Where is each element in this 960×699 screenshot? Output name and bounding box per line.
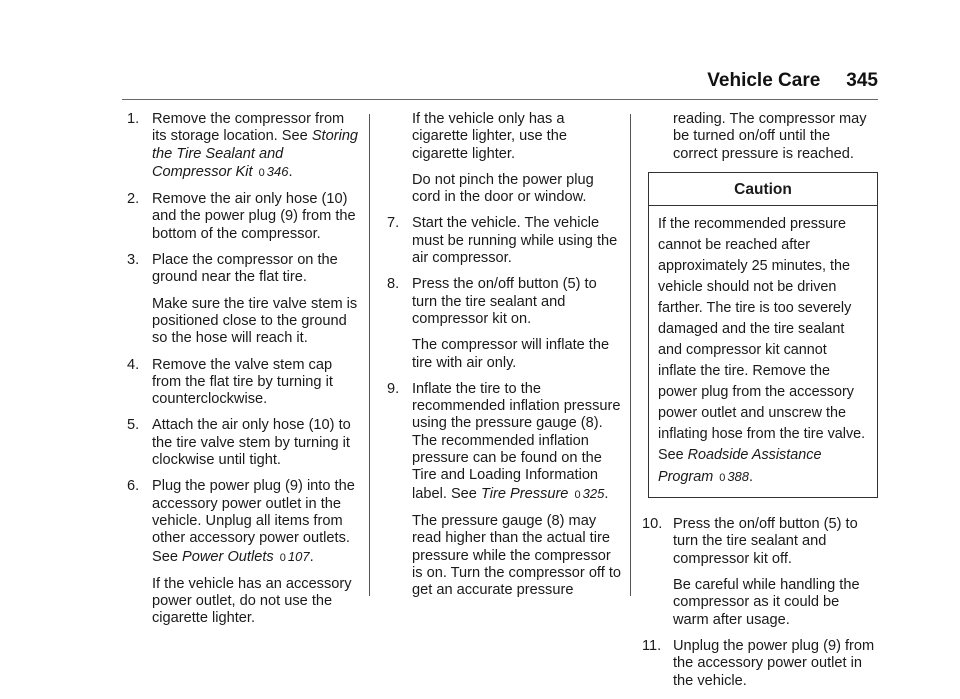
caution-box (648, 172, 878, 498)
column-2 (387, 111, 621, 608)
column-3 (642, 111, 878, 699)
page-header (0, 70, 878, 92)
step-5 (127, 417, 359, 469)
step-number: 4. (127, 356, 140, 373)
step-9-note: The pressure gauge (8) may read higher than the actual tire pressure while the compressor is on. Turn the compressor off to get an accurate pressure (412, 512, 622, 599)
page-ref-arrow-icon: 0 (574, 488, 581, 501)
step-3 (127, 252, 359, 287)
cross-reference-link[interactable]: Roadside Assistance Program (658, 447, 822, 486)
continued-text: reading. The compressor may be turned on/off until the correct pressure is reached. (673, 111, 867, 162)
continued-note-1: If the vehicle only has a cigarette lighter, use the cigarette lighter. (412, 111, 567, 162)
step-number: 6. (127, 478, 140, 495)
step-text: Press the on/off button (5) to turn the tire sealant and compressor kit on. (412, 276, 597, 327)
step-text: Remove the valve stem cap from the flat tire by turning it counterclockwise. (152, 356, 333, 408)
column-divider (630, 114, 631, 596)
step-10 (642, 516, 878, 568)
page-ref-arrow-icon: 0 (719, 472, 726, 485)
reference-page[interactable]: 325 (582, 485, 605, 501)
step-10-note: Be careful while handling the compressor as it could be warm after usage. (673, 577, 860, 628)
step-number: 10. (642, 516, 663, 533)
step-text: Inflate the tire to the recommended inflation pressure using the pressure gauge (8). The recommended inflation pressure can be found on the Tire and Loading Information label. See (412, 380, 621, 502)
step-text: Start the vehicle. The vehicle must be running while using the air compressor. (412, 215, 618, 267)
reference-page[interactable]: 346 (266, 163, 289, 179)
cross-reference-link[interactable]: Storing the Tire Sealant and Compressor Kit (152, 128, 359, 180)
step-text: Place the compressor on the ground near the flat tire. (152, 252, 338, 286)
cross-reference-link[interactable]: Power Outlets (182, 548, 274, 565)
step-number: 8. (387, 276, 400, 293)
step-number: 11. (642, 637, 662, 654)
step-7 (387, 215, 621, 267)
punctuation: . (604, 485, 609, 502)
cross-reference-link[interactable]: Tire Pressure (480, 485, 569, 502)
punctuation: . (288, 163, 293, 180)
section-title: Vehicle Care (707, 70, 821, 91)
step-3-note: Make sure the tire valve stem is positioned close to the ground so the hose will reach it. (152, 295, 358, 347)
step-number: 3. (127, 252, 140, 269)
step-text: Remove the compressor from its storage location. See (152, 111, 345, 145)
step-number: 1. (127, 111, 140, 127)
step-text: Unplug the power plug (9) from the accessory power outlet in the vehicle. (673, 637, 875, 689)
step-2 (127, 191, 359, 243)
reference-page[interactable]: 107 (287, 548, 310, 564)
step-number: 7. (387, 215, 400, 232)
step-8-note: The compressor will inflate the tire with air only. (412, 337, 610, 371)
step-6-note: If the vehicle has an accessory power outlet, do not use the cigarette lighter. (152, 575, 352, 627)
step-text: Remove the air only hose (10) and the power plug (9) from the bottom of the compressor. (152, 191, 356, 242)
step-8 (387, 276, 621, 328)
punctuation: . (749, 469, 754, 486)
page-ref-arrow-icon: 0 (279, 551, 286, 564)
caution-body (649, 206, 877, 497)
punctuation: . (309, 548, 314, 565)
step-number: 5. (127, 417, 140, 434)
step-11 (642, 637, 878, 690)
page-number: 345 (846, 70, 878, 91)
step-text: Plug the power plug (9) into the accessory power outlet in the vehicle. Unplug all items from other accessory power outlets. See (152, 478, 355, 565)
caution-text: If the recommended pressure cannot be reached after approximately 25 minutes, the vehicle should not be driven farther. The tire is too severely damaged and the tire sealant and compressor kit cannot inflate the tire. Remove the power plug from the accessory power outlet and unscrew the inflating hose from the tire valve. See (658, 216, 866, 464)
caution-title: Caution (649, 173, 877, 206)
step-4 (127, 357, 359, 409)
step-text: Press the on/off button (5) to turn the tire sealant and compressor kit off. (673, 516, 858, 567)
step-1 (127, 111, 359, 182)
step-number: 9. (387, 380, 400, 397)
page-ref-arrow-icon: 0 (258, 166, 265, 179)
step-9 (387, 381, 621, 504)
header-rule (122, 99, 878, 100)
column-divider (369, 114, 370, 596)
step-text: Attach the air only hose (10) to the tire valve stem by turning it clockwise until tight. (152, 417, 351, 469)
column-1 (127, 111, 359, 637)
step-number: 2. (127, 191, 140, 208)
reference-page[interactable]: 388 (727, 469, 750, 485)
step-6 (127, 478, 359, 566)
continued-note-2: Do not pinch the power plug cord in the door or window. (412, 171, 594, 206)
